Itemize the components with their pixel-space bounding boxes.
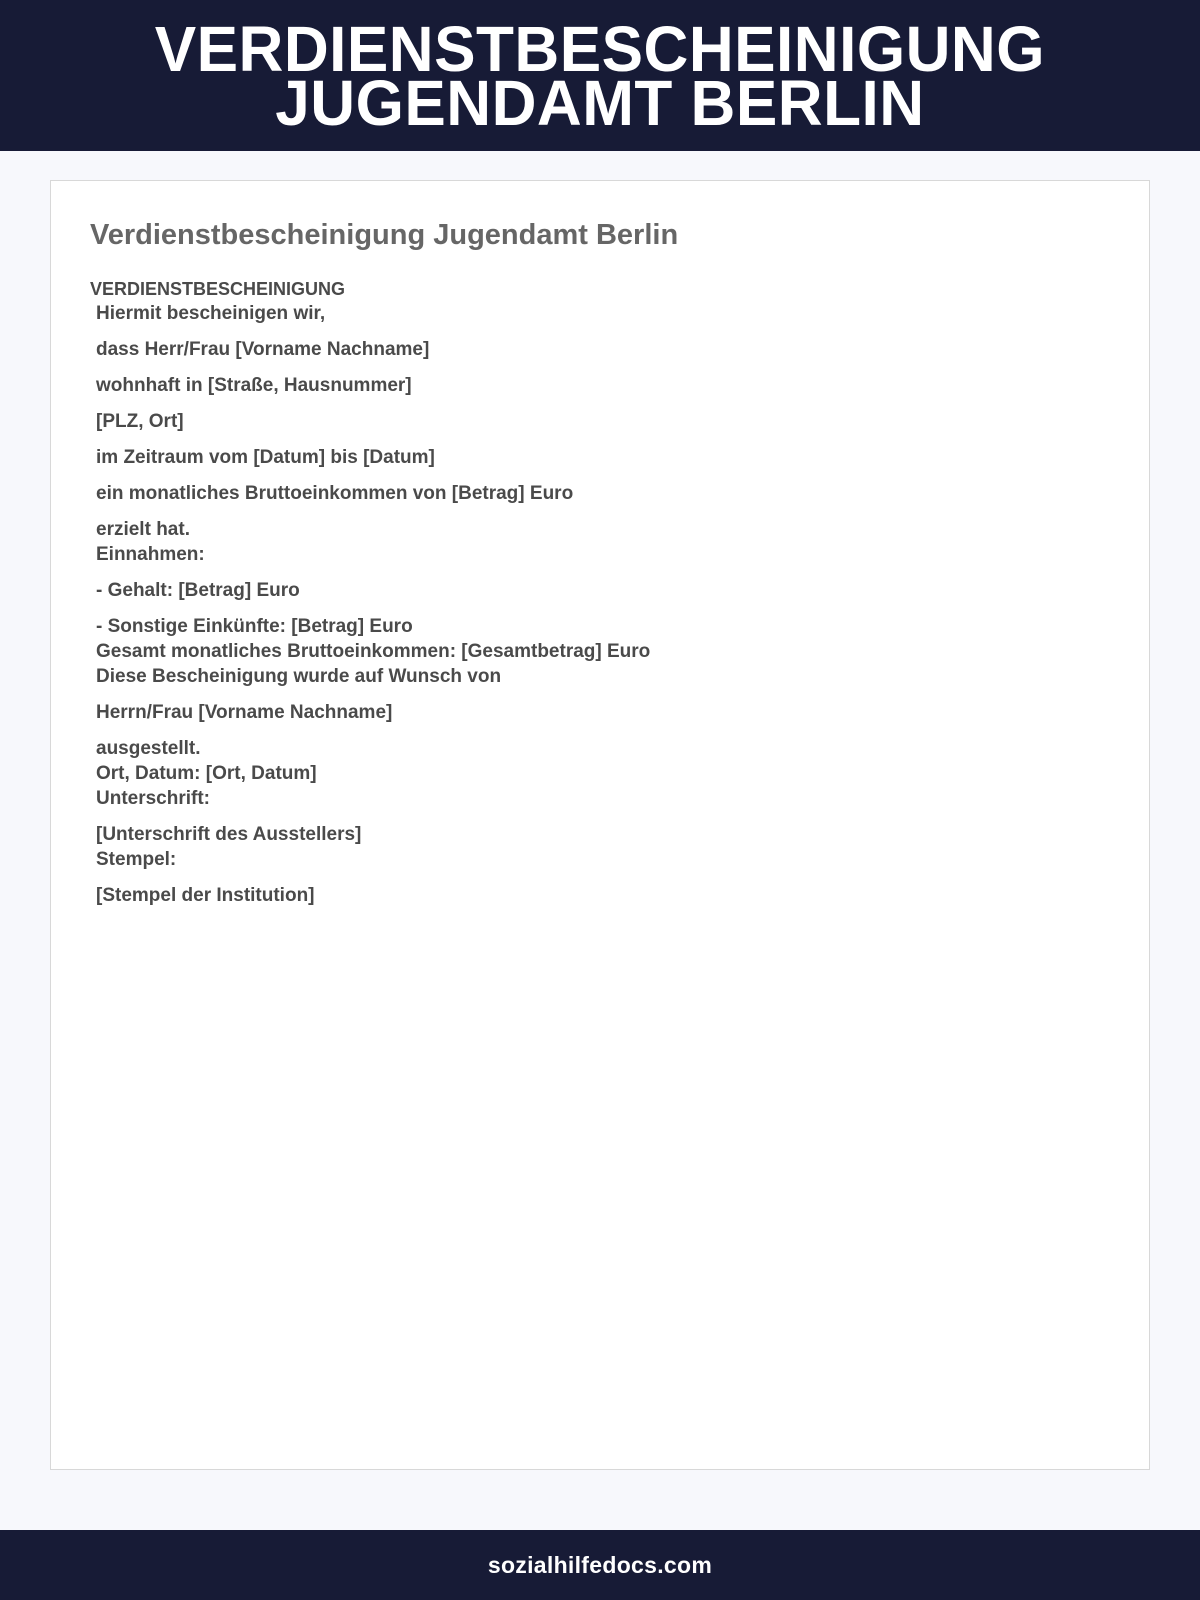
text-line: [Stempel der Institution] bbox=[96, 885, 315, 906]
text-line: Herrn/Frau [Vorname Nachname] bbox=[96, 702, 393, 723]
document-card bbox=[50, 180, 1150, 1470]
paragraph bbox=[96, 445, 1090, 470]
site-header bbox=[0, 0, 1200, 151]
banner-title-line-1: VERDIENSTBESCHEINIGUNG bbox=[154, 12, 1046, 85]
document-heading: VERDIENSTBESCHEINIGUNG bbox=[90, 279, 346, 299]
text-line: erzielt hat. bbox=[96, 519, 190, 540]
text-line: [PLZ, Ort] bbox=[96, 411, 184, 432]
text-line: Einnahmen: bbox=[96, 544, 205, 565]
paragraph bbox=[96, 409, 1090, 434]
text-line: Stempel: bbox=[96, 849, 177, 870]
paragraph bbox=[96, 517, 1090, 567]
text-line: Unterschrift: bbox=[96, 788, 211, 809]
text-line: wohnhaft in [Straße, Hausnummer] bbox=[96, 375, 412, 396]
paragraph bbox=[96, 700, 1090, 725]
paragraph bbox=[96, 736, 1090, 811]
paragraph bbox=[96, 373, 1090, 398]
paragraph bbox=[96, 301, 1090, 326]
text-line: - Sonstige Einkünfte: [Betrag] Euro bbox=[96, 616, 413, 637]
text-line: ein monatliches Bruttoeinkommen von [Betrag] Euro bbox=[96, 483, 574, 504]
site-footer bbox=[0, 1530, 1200, 1600]
text-line: Ort, Datum: [Ort, Datum] bbox=[96, 763, 317, 784]
banner-title-line-2: JUGENDAMT BERLIN bbox=[275, 66, 925, 139]
paragraph bbox=[96, 883, 1090, 908]
text-line: Hiermit bescheinigen wir, bbox=[96, 303, 326, 324]
text-line: dass Herr/Frau [Vorname Nachname] bbox=[96, 339, 430, 360]
text-line: Diese Bescheinigung wurde auf Wunsch von bbox=[96, 666, 502, 687]
text-line: - Gehalt: [Betrag] Euro bbox=[96, 580, 300, 601]
paragraph bbox=[96, 578, 1090, 603]
paragraph bbox=[96, 614, 1090, 689]
paragraph bbox=[96, 481, 1090, 506]
footer-site-name: sozialhilfedocs.com bbox=[487, 1551, 713, 1578]
text-line: Gesamt monatliches Bruttoeinkommen: [Gesamtbetrag] Euro bbox=[96, 641, 651, 662]
document-body bbox=[90, 277, 1090, 919]
page-banner-title bbox=[154, 12, 1046, 139]
paragraph bbox=[96, 822, 1090, 872]
text-line: ausgestellt. bbox=[96, 738, 201, 759]
paragraph bbox=[96, 337, 1090, 362]
text-line: [Unterschrift des Ausstellers] bbox=[96, 824, 362, 845]
document-title: Verdienstbescheinigung Jugendamt Berlin bbox=[90, 219, 679, 251]
text-line: im Zeitraum vom [Datum] bis [Datum] bbox=[96, 447, 435, 468]
